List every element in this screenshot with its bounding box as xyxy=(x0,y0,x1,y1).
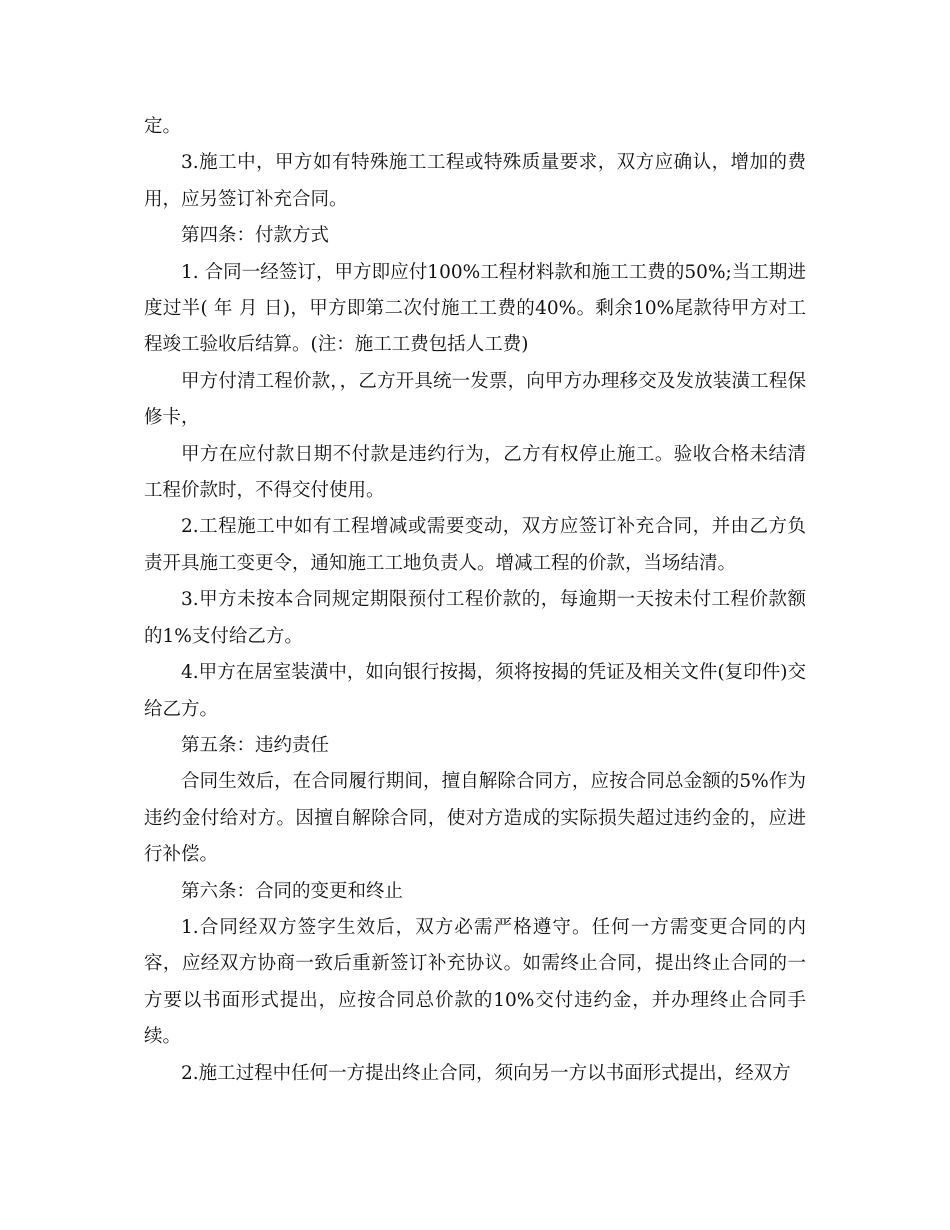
paragraph-clause-4-1-payment-schedule: 1. 合同一经签订，甲方即应付100%工程材料款和施工工费的50%;当工期进度过半( 年 月 日)，甲方即第二次付施工工费的40%。剩余10%尾款待甲方对工程竣工验收后结算。(注：施工工费包括人工费) xyxy=(144,261,806,356)
paragraph-breach-liability: 合同生效后，在合同履行期间，擅自解除合同方，应按合同总金额的5%作为违约金付给对方。因擅自解除合同，使对方造成的实际损失超过违约金的，应进行补偿。 xyxy=(144,771,806,866)
paragraph-invoice-and-warranty: 甲方付清工程价款，，乙方开具统一发票，向甲方办理移交及发放装潢工程保修卡， xyxy=(144,370,806,429)
paragraph-continuation: 定。 xyxy=(144,116,182,137)
article-6-heading: 第六条：合同的变更和终止 xyxy=(181,880,404,902)
paragraph-clause-6-2-termination: 2.施工过程中任何一方提出终止合同，须向另一方以书面形式提出，经双方 xyxy=(181,1062,791,1084)
paragraph-clause-6-1-modification: 1.合同经双方签字生效后，双方必需严格遵守。任何一方需变更合同的内容，应经双方协商一致后重新签订补充协议。如需终止合同，提出终止合同的一方要以书面形式提出，应按合同总价款的10%交付违约金，并办理终止合同手续。 xyxy=(144,916,806,1048)
paragraph-clause-3-special-requirements: 3.施工中，甲方如有特殊施工工程或特殊质量要求，双方应确认，增加的费用，应另签订补充合同。 xyxy=(144,152,806,210)
document-page xyxy=(144,109,806,1092)
article-5-heading: 第五条：违约责任 xyxy=(181,734,330,756)
paragraph-clause-4-2-changes: 2.工程施工中如有工程增减或需要变动，双方应签订补充合同，并由乙方负责开具施工变更令，通知施工工地负责人。增减工程的价款，当场结清。 xyxy=(144,516,806,574)
article-4-heading: 第四条：付款方式 xyxy=(181,225,330,247)
paragraph-late-payment-breach: 甲方在应付款日期不付款是违约行为，乙方有权停止施工。验收合格未结清工程价款时，不得交付使用。 xyxy=(144,443,806,502)
paragraph-clause-4-3-late-penalty: 3.甲方未按本合同规定期限预付工程价款的，每逾期一天按未付工程价款额的1%支付给乙方。 xyxy=(144,589,806,647)
paragraph-clause-4-4-mortgage: 4.甲方在居室装潢中，如向银行按揭，须将按揭的凭证及相关文件(复印件)交给乙方。 xyxy=(144,662,806,720)
